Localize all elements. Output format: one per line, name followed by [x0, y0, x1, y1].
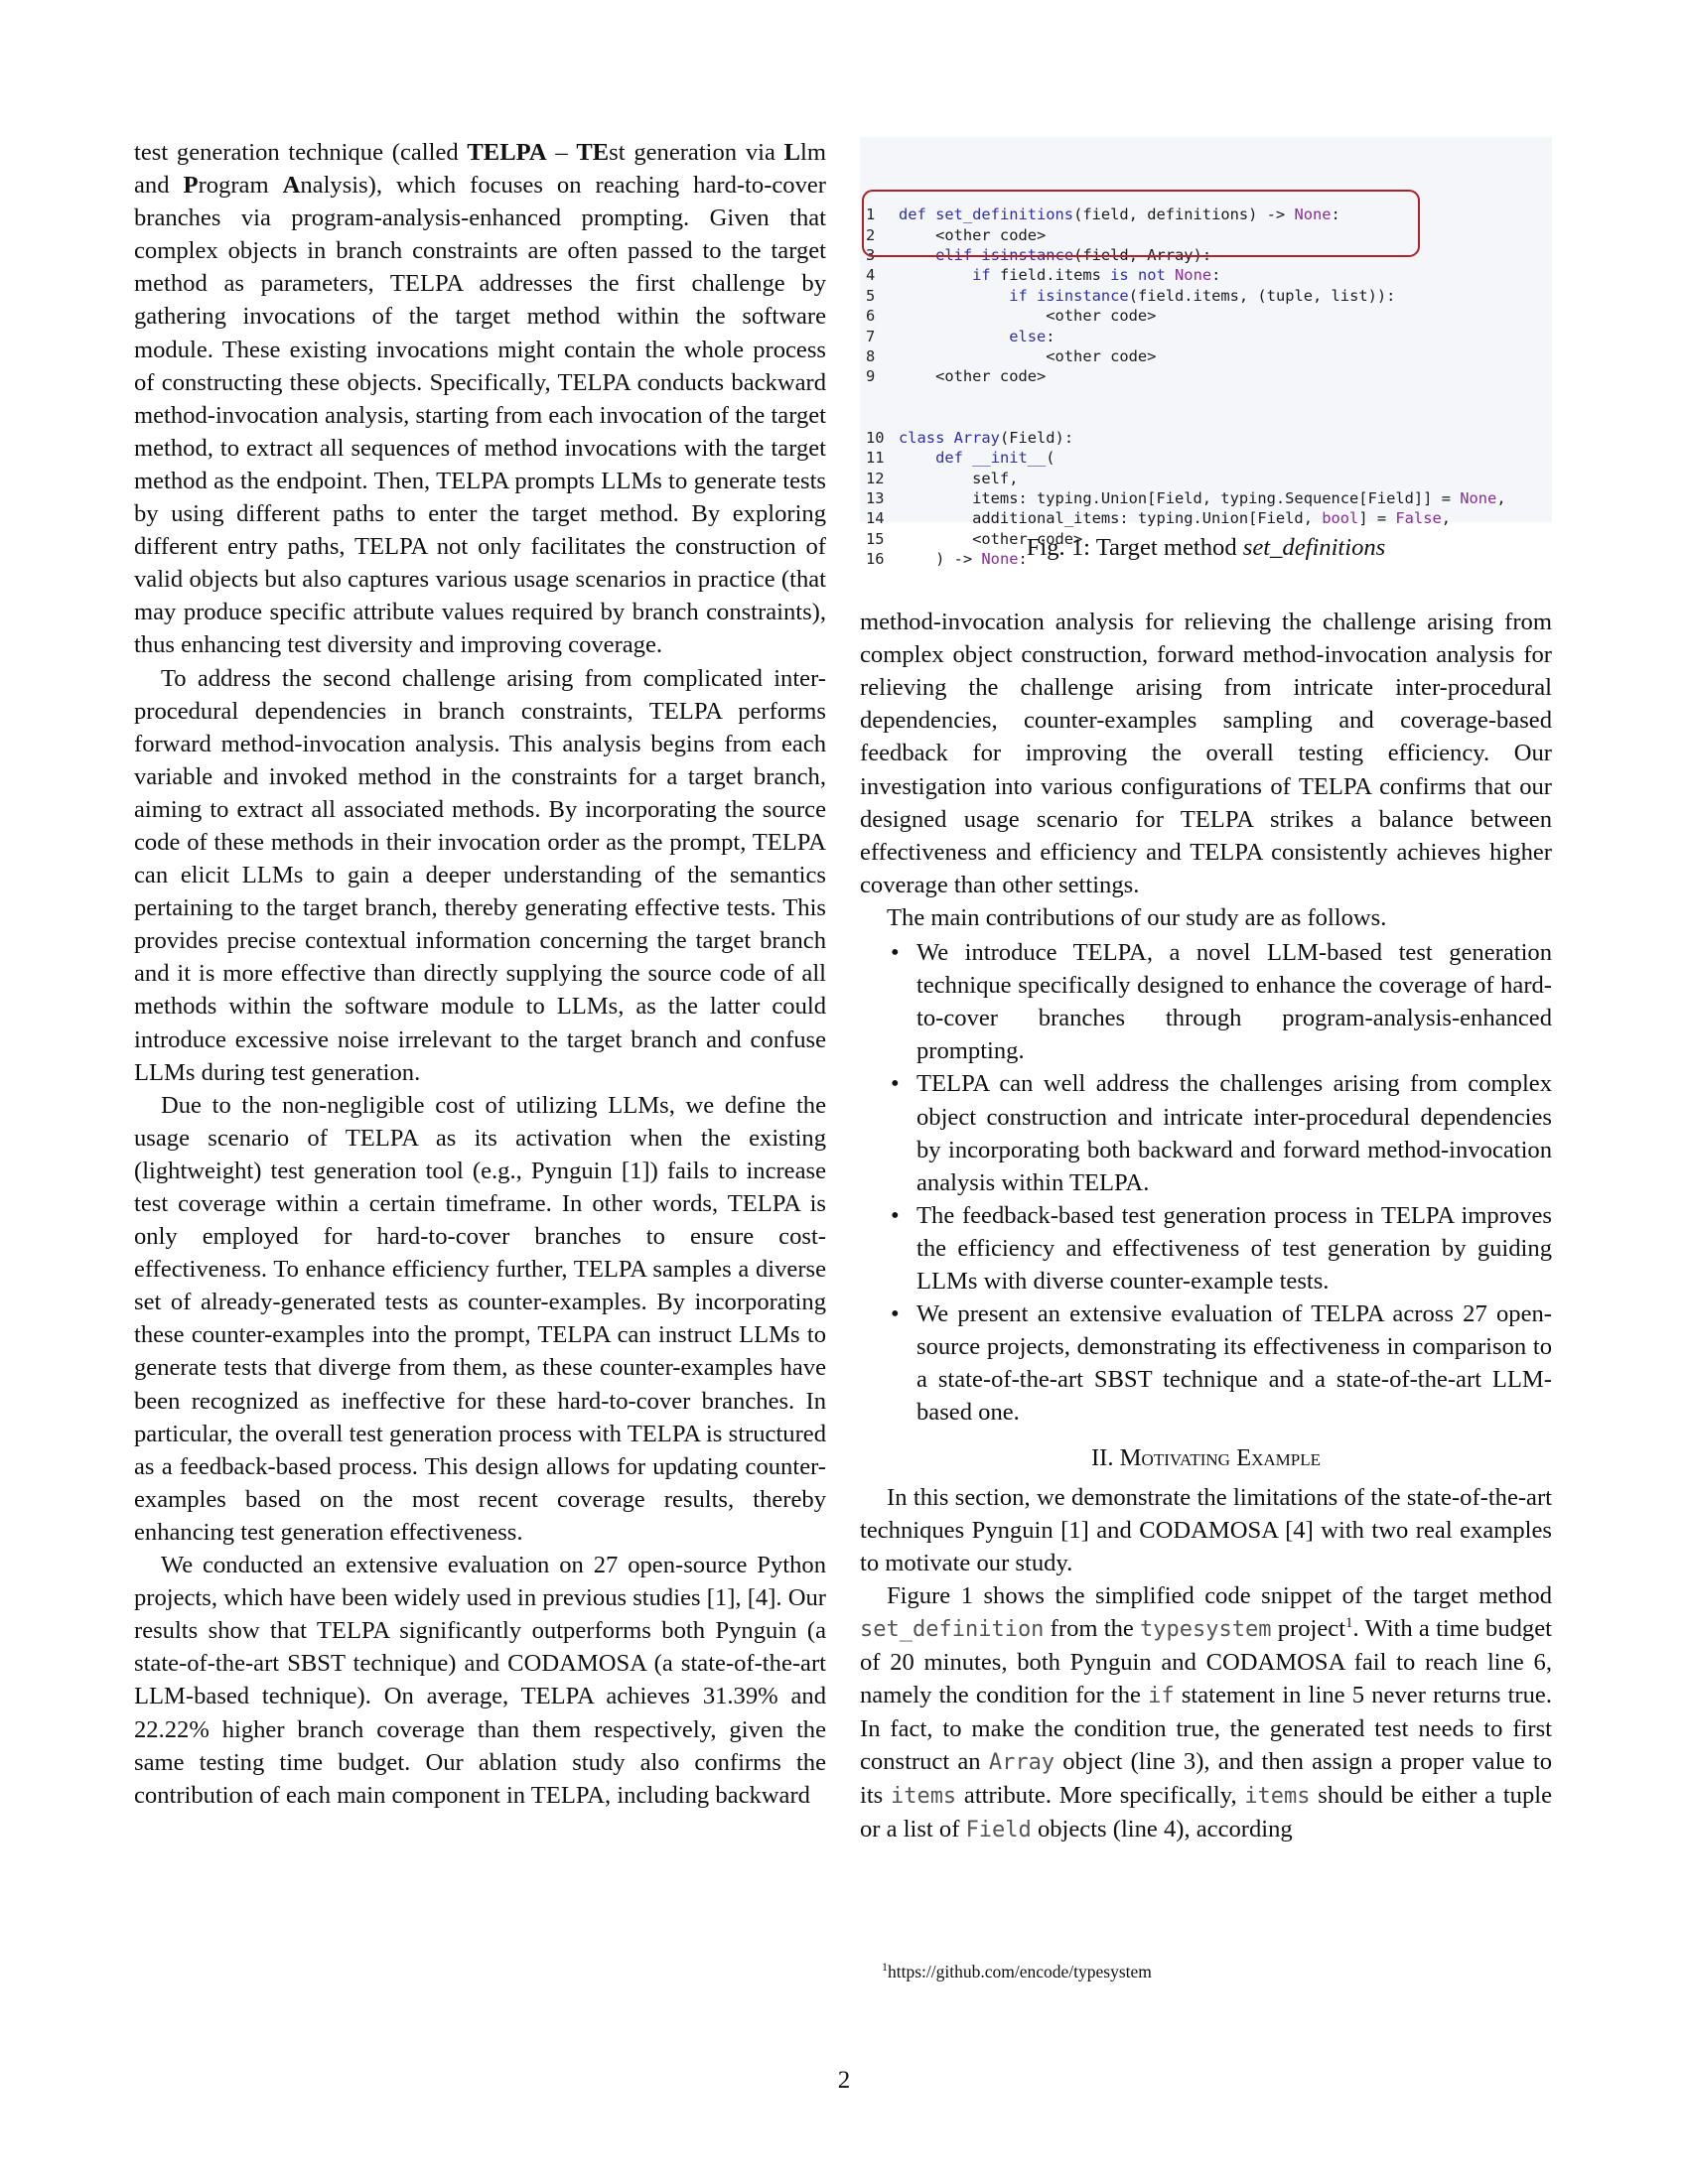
- page-number: 2: [837, 2067, 851, 2094]
- footnote-marker: 1: [1345, 1614, 1353, 1631]
- telpa-bold: TELPA: [467, 139, 547, 166]
- code-token: :: [1018, 550, 1028, 569]
- list-item-text: TELPA can well address the challenges arising from complex object construction and intricate inter-procedural dependencies by incorporating both backward and forward method-invocation analysis within TELPA.: [916, 1070, 1552, 1196]
- text-run: object (line 3), and then assign a proper value to its: [860, 1748, 1552, 1810]
- code-token: ] =: [1358, 509, 1396, 528]
- code-line: [860, 508, 1552, 528]
- bullet-icon: •: [891, 1070, 900, 1098]
- code-token: ) ->: [899, 550, 982, 569]
- code-line: [860, 366, 1552, 386]
- code-attribute: items: [1244, 1784, 1311, 1810]
- paragraph-contributions-intro: The main contributions of our study are as follows.: [887, 903, 1387, 931]
- line-number: 8: [866, 346, 876, 365]
- code-attribute: items: [890, 1784, 957, 1810]
- code-token: isinstance: [1037, 286, 1129, 305]
- bullet-icon: •: [891, 1201, 900, 1229]
- text-run: –: [546, 139, 577, 166]
- code-line: [860, 265, 1552, 285]
- section-number: II.: [1090, 1444, 1120, 1472]
- list-item: [860, 1199, 1552, 1297]
- caption-method-name: set_definitions: [1242, 534, 1386, 561]
- code-token: None: [981, 550, 1019, 569]
- code-token: None: [1175, 266, 1212, 285]
- bullet-icon: •: [891, 939, 900, 967]
- code-token: bool: [1322, 509, 1359, 528]
- section-heading: [860, 1441, 1552, 1474]
- code-method: set_definition: [860, 1616, 1045, 1642]
- right-column: [860, 137, 1552, 1847]
- code-token: isinstance: [981, 246, 1074, 264]
- acronym-letter: P: [183, 172, 199, 200]
- code-line: [860, 286, 1552, 306]
- code-token: :: [1211, 266, 1221, 285]
- code-token: if: [1009, 286, 1038, 305]
- paragraph-continuation: method-invocation analysis for relieving the challenge arising from complex object construction, forward method-invocation analysis for relieving the challenge arising from intricate inter-procedural dependencies, counter-examples sampling and coverage-based feedback for improving the overall testing efficiency. Our investigation into various configurations of TELPA confirms that our designed usage scenario for TELPA strikes a balance between effectiveness and efficiency and TELPA consistently achieves higher coverage than other settings.: [860, 609, 1552, 898]
- line-number: 11: [866, 449, 885, 468]
- text-run: objects (line 4), according: [1031, 1816, 1293, 1843]
- code-token: additional_items: typing.Union[Field,: [899, 509, 1323, 528]
- code-token: field.items: [999, 266, 1111, 285]
- code-line: [860, 306, 1552, 326]
- code-line: [860, 549, 1552, 569]
- line-number: 14: [866, 509, 885, 528]
- list-item: [860, 936, 1552, 1067]
- code-gap: [860, 387, 1552, 428]
- code-token: (Field):: [999, 428, 1074, 447]
- text-run: nalysis), which focuses on reaching hard-to-cover branches via program-analysis-enhanced prompting. Given that complex objects in branch constraints are often passed to the target method as parameters, TELPA addresses the first challenge by gathering invocations of the target method within the software module. These existing invocations might contain the whole process of constructing these objects. Specifically, TELPA conducts backward method-invocation analysis, starting from each invocation of the target method, to extract all sequences of method invocations with the target method as the endpoint. Then, TELPA prompts LLMs to generate tests by using different paths to enter the target method. By exploring different entry paths, TELPA not only facilitates the construction of valid objects but also captures various usage scenarios in practice (that may produce specific attribute values required by branch constraints), thus enhancing test diversity and improving coverage.: [134, 172, 826, 659]
- code-token: self,: [899, 469, 1019, 487]
- code-token: elif: [935, 246, 982, 264]
- code-token: Array: [953, 428, 1000, 447]
- code-token: def: [935, 449, 973, 468]
- text-run: from the: [1044, 1614, 1141, 1642]
- code-token: (field, definitions) ->: [1073, 205, 1295, 224]
- text-run: rogram: [198, 172, 283, 200]
- code-token: ,: [1441, 509, 1452, 528]
- text-run: lm and: [134, 139, 827, 200]
- code-line: [860, 346, 1552, 366]
- code-token: items: typing.Union[Field, typing.Sequence[Field]] =: [899, 488, 1461, 507]
- line-number: 16: [866, 550, 885, 569]
- list-item: [860, 1067, 1552, 1198]
- line-number: 15: [866, 529, 885, 548]
- paragraph-evaluation: We conducted an extensive evaluation on 27 open-source Python projects, which have been widely used in previous studies [1], [4]. Our results show that TELPA significantly outperforms both Pynguin (a state-of-the-art SBST technique) and CODAMOSA (a state-of-the-art LLM-based technique). On average, TELPA achieves 31.39% and 22.22% higher branch coverage than them respectively, given the same testing time budget. Our ablation study also confirms the contribution of each main component in TELPA, including backward: [134, 1552, 826, 1809]
- caption-label: Fig. 1: Target method: [1026, 534, 1243, 561]
- bullet-icon: •: [891, 1300, 900, 1328]
- acronym-letter: L: [783, 139, 801, 166]
- code-token: def: [899, 205, 936, 224]
- code-token: (: [1046, 449, 1055, 468]
- footnote: [882, 1962, 1152, 1981]
- code-class: Array: [988, 1750, 1055, 1776]
- code-class: Field: [965, 1818, 1032, 1843]
- text-run: attribute. More specifically,: [956, 1782, 1245, 1810]
- code-line: [860, 428, 1552, 448]
- paragraph-usage-scenario: Due to the non-negligible cost of utilizing LLMs, we define the usage scenario of TELPA as its activation when the existing (lightweight) test generation tool (e.g., Pynguin [1]) fails to increase test coverage within a certain timeframe. In other words, TELPA is only employed for hard-to-cover branches to ensure cost-effectiveness. To enhance efficiency further, TELPA samples a diverse set of already-generated tests as counter-examples. By incorporating these counter-examples into the prompt, TELPA can instruct LLMs to generate tests that diverge from them, as these counter-examples have been recognized as ineffective for these hard-to-cover branches. In particular, the overall test generation process with TELPA is structured as a feedback-based process. This design allows for updating counter-examples based on the most recent coverage results, thereby enhancing test generation effectiveness.: [134, 1091, 826, 1546]
- code-token: else: [1009, 327, 1047, 345]
- code-token: [899, 266, 972, 284]
- line-number: 4: [866, 266, 876, 285]
- code-token: :: [1331, 205, 1340, 224]
- line-number: 10: [866, 428, 885, 447]
- text-run: Figure 1 shows the simplified code snippet of the target method: [887, 1581, 1552, 1609]
- paragraph-intro: [134, 136, 826, 662]
- list-item-text: We present an extensive evaluation of TELPA across 27 open-source projects, demonstrating its effectiveness in comparison to a state-of-the-art SBST technique and a state-of-the-art LLM-based one.: [916, 1300, 1552, 1427]
- code-token: ,: [1496, 488, 1506, 507]
- text-run: st generation via: [609, 139, 784, 166]
- code-project: typesystem: [1140, 1616, 1272, 1642]
- code-token: is not: [1110, 266, 1176, 285]
- acronym-letter: A: [282, 172, 301, 200]
- line-number: 9: [866, 367, 876, 386]
- code-token: False: [1395, 509, 1442, 528]
- contributions-list: [860, 936, 1552, 1429]
- line-number: 5: [866, 286, 876, 305]
- code-token: <other code>: [899, 529, 1083, 548]
- code-token: [899, 449, 935, 467]
- line-number: 6: [866, 307, 876, 326]
- line-number: 1: [866, 205, 876, 224]
- code-token: <other code>: [899, 307, 1157, 326]
- code-token: (field, Array):: [1073, 246, 1212, 264]
- paragraph-motivation: In this section, we demonstrate the limitations of the state-of-the-art techniques Pynguin [1] and CODAMOSA [4] with two real examples to motivate our study.: [860, 1483, 1552, 1576]
- code-token: :: [1046, 327, 1055, 345]
- highlight-box: [862, 190, 1420, 257]
- line-number: 2: [866, 225, 876, 244]
- line-number: 12: [866, 469, 885, 487]
- code-line: [860, 469, 1552, 488]
- text-run: test generation technique (called: [134, 139, 468, 166]
- left-column: [134, 136, 826, 1812]
- code-token: [899, 328, 1009, 345]
- code-token: None: [1294, 205, 1332, 224]
- text-run: project: [1271, 1614, 1346, 1642]
- code-token: [899, 287, 1009, 305]
- text-run: should be either a tuple or a list of: [860, 1782, 1552, 1843]
- code-line: [860, 529, 1552, 549]
- line-number: 7: [866, 327, 876, 345]
- line-number: 13: [866, 488, 885, 507]
- code-token: __init__: [972, 449, 1047, 468]
- code-token: (field.items, (tuple, list)):: [1128, 286, 1396, 305]
- code-token: <other code>: [899, 225, 1047, 244]
- line-number: 3: [866, 246, 876, 264]
- text-run: statement in line 5 never returns true. In fact, to make the condition true, the generated test needs to first construct an: [860, 1682, 1552, 1776]
- footnote-mark: 1: [882, 1960, 888, 1975]
- code-token: None: [1460, 488, 1497, 507]
- code-token: if: [972, 266, 1000, 285]
- code-keyword: if: [1148, 1684, 1175, 1709]
- code-line: [860, 488, 1552, 508]
- paragraph-figure-discussion: [860, 1579, 1552, 1847]
- code-line: [860, 327, 1552, 346]
- section-title: Motivating Example: [1119, 1444, 1322, 1472]
- code-token: set_definitions: [935, 205, 1074, 224]
- footnote-url: https://github.com/encode/typesystem: [888, 1962, 1152, 1981]
- code-token: <other code>: [899, 367, 1047, 386]
- list-item-text: We introduce TELPA, a novel LLM-based test generation technique specifically designed to enhance the coverage of hard-to-cover branches through program-analysis-enhanced prompting.: [916, 939, 1552, 1065]
- list-item-text: The feedback-based test generation process in TELPA improves the efficiency and effectiveness of test generation by guiding LLMs with diverse counter-example tests.: [916, 1201, 1552, 1295]
- code-token: class: [899, 428, 954, 447]
- list-item: [860, 1297, 1552, 1429]
- paragraph-second-challenge: To address the second challenge arising from complicated inter-procedural dependencies in branch constraints, TELPA performs forward method-invocation analysis. This analysis begins from each variable and invoked method in the constraints for a target branch, aiming to extract all associated methods. By incorporating the source code of these methods in their invocation order as the prompt, TELPA can elicit LLMs to gain a deeper understanding of the semantics pertaining to the target branch, thereby generating effective tests. This provides precise contextual information concerning the target branch and it is more effective than directly supplying the source code of all methods within the software module to LLMs, as the latter could introduce excessive noise irrelevant to the target branch and confuse LLMs during test generation.: [134, 664, 826, 1086]
- code-token: <other code>: [899, 346, 1157, 365]
- text-run: . With a time budget of 20 minutes, both Pynguin and CODAMOSA fail to reach line 6, namely the condition for the: [860, 1614, 1552, 1709]
- code-line: [860, 448, 1552, 468]
- acronym-letters: TE: [576, 139, 610, 166]
